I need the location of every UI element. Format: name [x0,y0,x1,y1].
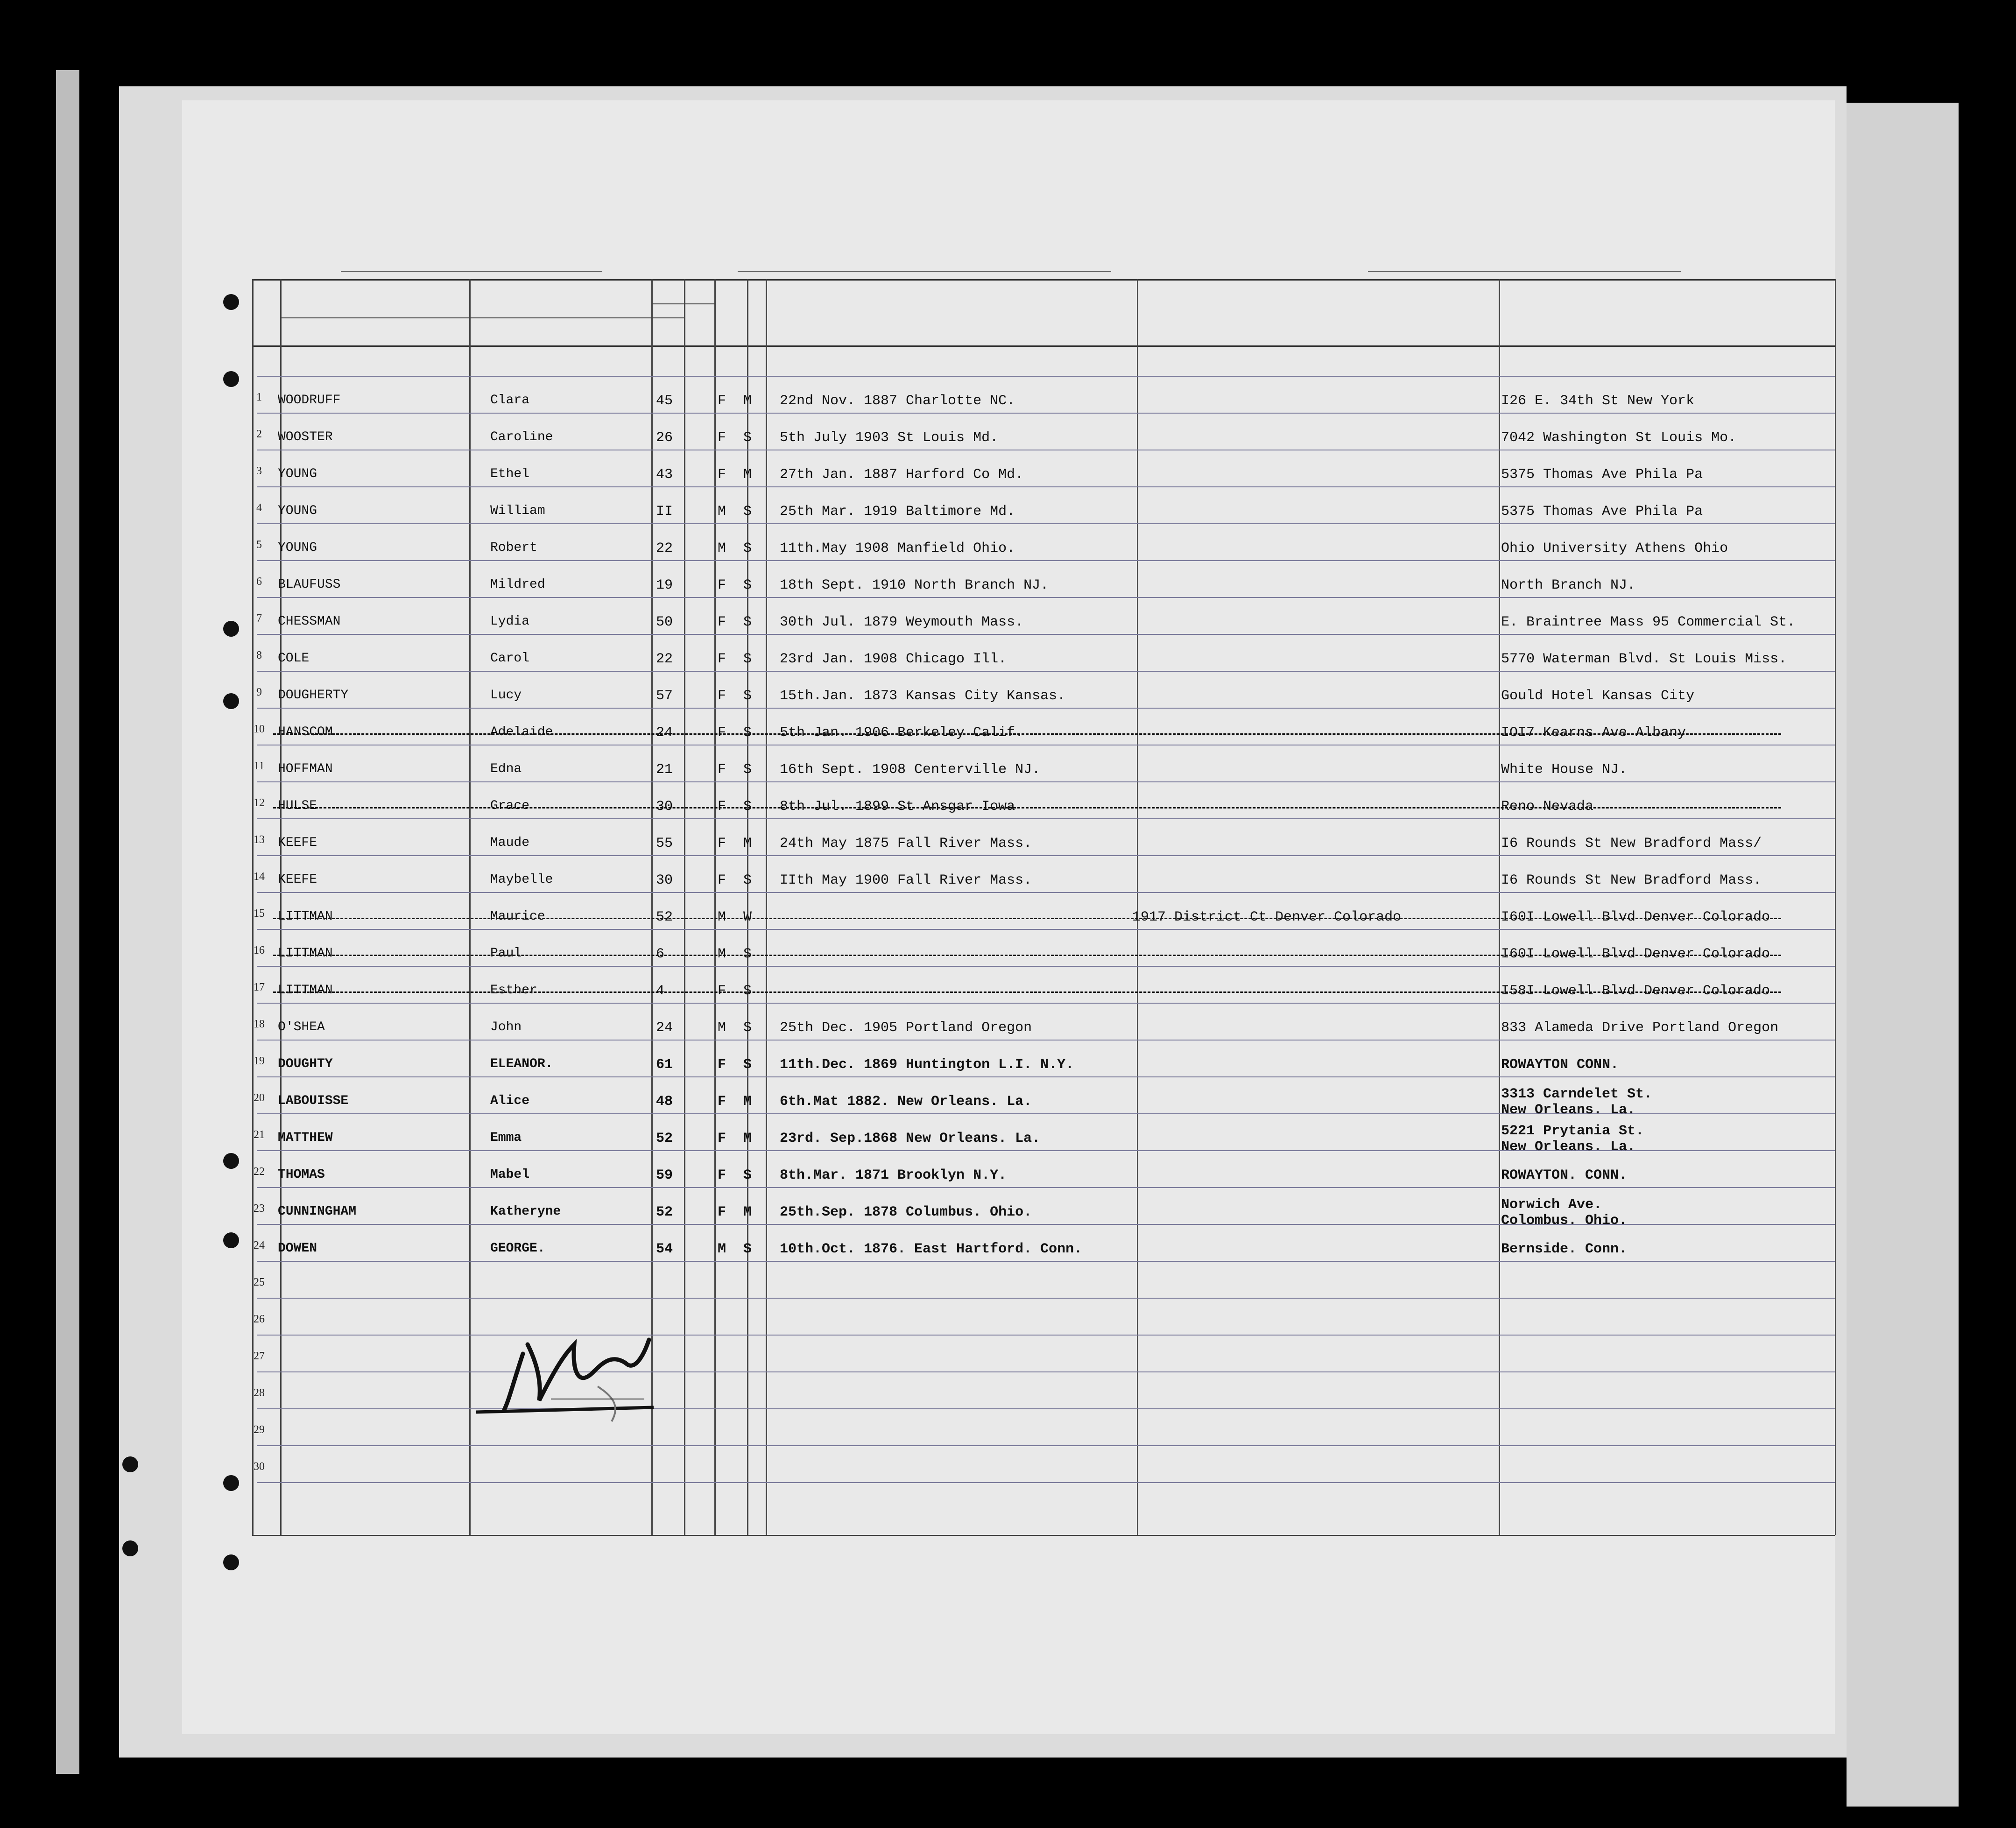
marital-status: M [743,393,752,409]
family-name: DOUGHERTY [278,688,349,703]
address: IOI7 Kearns Ave Albany [1501,725,1686,741]
sex: M [718,541,726,556]
row-number: 15 [254,907,265,920]
punch-hole [122,1540,138,1556]
marital-status: S [743,872,752,888]
row-number: 21 [254,1129,265,1141]
row-number: 8 [256,649,262,661]
sex: F [718,1167,726,1183]
underline [738,271,1111,272]
address-line-2: New Orleans. La. [1501,1139,1636,1155]
age: 43 [656,467,673,483]
given-name: Ethel [490,467,530,481]
birth-info: 24th May 1875 Fall River Mass. [780,836,1032,851]
punch-hole [223,1153,239,1169]
row-number: 17 [254,981,265,993]
marital-status: W [743,909,752,925]
punch-hole [223,1475,239,1491]
marital-status: S [743,1241,752,1257]
sex: F [718,467,726,483]
given-name: John [490,1020,522,1034]
ruled-line [257,1187,1835,1188]
marital-status: S [743,541,752,556]
age: 6 [656,946,665,962]
given-name: Grace [490,799,530,813]
table-bottom-border [252,1535,1835,1536]
birth-info: 25th Dec. 1905 Portland Oregon [780,1020,1032,1036]
birth-info: 5th July 1903 St Louis Md. [780,430,999,446]
given-name: Lucy [490,688,522,703]
header-subdivider [651,303,714,304]
age: 26 [656,430,673,446]
address: I60I Lowell Blvd Denver Colorado [1501,909,1770,925]
address-line-2: New Orleans. La. [1501,1102,1636,1118]
column-divider [1499,279,1500,1535]
underline [1368,271,1681,272]
ruled-line [257,708,1835,709]
family-name: DOUGHTY [278,1057,333,1071]
address: North Branch NJ. [1501,577,1636,593]
address: 5221 Prytania St. [1501,1123,1644,1139]
age: 21 [656,762,673,778]
family-name: WOOSTER [278,430,333,444]
address: 7042 Washington St Louis Mo. [1501,430,1737,446]
age: 24 [656,1020,673,1036]
given-name: Robert [490,541,537,555]
sex: M [718,1241,726,1257]
birth-info: 22nd Nov. 1887 Charlotte NC. [780,393,1015,409]
punch-hole [223,371,239,387]
given-name: Mabel [490,1167,530,1182]
age: 54 [656,1241,673,1257]
age: 30 [656,799,673,815]
given-name: Edna [490,762,522,776]
marital-status: S [743,762,752,778]
age: 57 [656,688,673,704]
sex: F [718,1094,726,1110]
ruled-line [257,818,1835,819]
table-header-border [252,345,1835,347]
punch-hole [122,1456,138,1472]
given-name: ELEANOR. [490,1057,553,1071]
address: 5375 Thomas Ave Phila Pa [1501,504,1703,520]
family-name: CUNNINGHAM [278,1204,357,1219]
address: I58I Lowell Blvd Denver Colorado [1501,983,1770,999]
marital-status: S [743,614,752,630]
family-name: LITTMAN [278,946,333,961]
ruled-line [257,376,1835,377]
age: 59 [656,1167,673,1183]
family-name: HOFFMAN [278,762,333,776]
birth-info: 8th Jul. 1899 St Ansgar Iowa [780,799,1015,815]
given-name: Adelaide [490,725,553,739]
marital-status: S [743,577,752,593]
birth-info: 25th Mar. 1919 Baltimore Md. [780,504,1015,520]
family-name: HANSCOM [278,725,333,739]
naturalization-info: 1917 District Ct Denver Colorado [1132,909,1402,925]
sex: F [718,872,726,888]
cancel-strike-line [273,991,1781,994]
marital-status: S [743,1020,752,1036]
family-name: YOUNG [278,541,317,555]
ruled-line [257,1445,1835,1446]
cancel-strike-line [273,918,1781,921]
age: 45 [656,393,673,409]
marital-status: S [743,946,752,962]
row-number: 9 [256,686,262,698]
ruled-line [257,1298,1835,1299]
sex: M [718,946,726,962]
given-name: Paul [490,946,522,961]
age: II [656,504,673,520]
marital-status: S [743,799,752,815]
column-divider [714,279,716,1535]
age: 55 [656,836,673,851]
age: 22 [656,541,673,556]
family-name: CHESSMAN [278,614,341,629]
ruled-line [257,1076,1835,1077]
given-name: Carol [490,651,530,666]
birth-info: 11th.Dec. 1869 Huntington L.I. N.Y. [780,1057,1074,1073]
address-line-2: Colombus. Ohio. [1501,1213,1628,1229]
address: Ohio University Athens Ohio [1501,541,1728,556]
row-number: 29 [254,1424,265,1436]
ruled-line [257,486,1835,487]
family-name: YOUNG [278,504,317,518]
family-name: LITTMAN [278,909,333,924]
header-subdivider [280,317,684,318]
given-name: Maybelle [490,872,553,887]
address: I60I Lowell Blvd Denver Colorado [1501,946,1770,962]
family-name: LITTMAN [278,983,333,998]
sex: F [718,983,726,999]
row-number: 7 [256,612,262,625]
purser-signature [458,1326,672,1424]
row-number: 30 [254,1461,265,1473]
birth-info: 11th.May 1908 Manfield Ohio. [780,541,1015,556]
row-number: 25 [254,1276,265,1288]
birth-info: IIth May 1900 Fall River Mass. [780,872,1032,888]
ruled-line [257,781,1835,782]
birth-info: 8th.Mar. 1871 Brooklyn N.Y. [780,1167,1007,1183]
family-name: THOMAS [278,1167,325,1182]
punch-hole [223,294,239,310]
underline [341,271,602,272]
given-name: Maude [490,836,530,850]
age: 4 [656,983,665,999]
row-number: 18 [254,1018,265,1030]
ruled-line [257,1261,1835,1262]
age: 52 [656,909,673,925]
row-number: 10 [254,723,265,735]
row-number: 1 [256,391,262,403]
ruled-line [257,1482,1835,1483]
age: 22 [656,651,673,667]
marital-status: S [743,688,752,704]
given-name: Emma [490,1131,522,1145]
row-number: 28 [254,1387,265,1399]
given-name: Clara [490,393,530,408]
row-number: 19 [254,1055,265,1067]
sex: F [718,430,726,446]
ruled-line [257,413,1835,414]
family-name: DOWEN [278,1241,317,1256]
ruled-line [257,671,1835,672]
table-top-border [252,279,1835,281]
address: ROWAYTON. CONN. [1501,1167,1628,1183]
column-divider [1137,279,1138,1535]
family-name: MATTHEW [278,1131,333,1145]
age: 50 [656,614,673,630]
given-name: William [490,504,545,518]
row-number: 13 [254,834,265,846]
sex: F [718,799,726,815]
marital-status: S [743,430,752,446]
age: 30 [656,872,673,888]
marital-status: M [743,1094,752,1110]
punch-hole [223,621,239,637]
ruled-line [257,634,1835,635]
sex: F [718,1204,726,1220]
left-paper-edge [56,70,79,1774]
birth-info: 23rd Jan. 1908 Chicago Ill. [780,651,1007,667]
marital-status: M [743,467,752,483]
birth-info: 18th Sept. 1910 North Branch NJ. [780,577,1049,593]
family-name: YOUNG [278,467,317,481]
given-name: Lydia [490,614,530,629]
age: 61 [656,1057,673,1073]
address: I6 Rounds St New Bradford Mass. [1501,872,1762,888]
sex: F [718,1131,726,1146]
sex: F [718,577,726,593]
address: I26 E. 34th St New York [1501,393,1695,409]
sex: M [718,909,726,925]
sex: F [718,688,726,704]
marital-status: M [743,1204,752,1220]
row-number: 14 [254,871,265,883]
address: 5375 Thomas Ave Phila Pa [1501,467,1703,483]
row-number: 6 [256,576,262,588]
column-divider [684,279,685,1535]
marital-status: S [743,651,752,667]
row-number: 22 [254,1166,265,1178]
address: Norwich Ave. [1501,1197,1602,1213]
marital-status: S [743,983,752,999]
ruled-line [257,1040,1835,1041]
family-name: KEEFE [278,872,317,887]
age: 52 [656,1204,673,1220]
ruled-line [257,523,1835,524]
age: 48 [656,1094,673,1110]
address: Bernside. Conn. [1501,1241,1628,1257]
ruled-line [257,855,1835,856]
ruled-line [257,597,1835,598]
birth-info: 25th.Sep. 1878 Columbus. Ohio. [780,1204,1032,1220]
column-divider [1835,279,1836,1535]
row-number: 2 [256,428,262,440]
given-name: Katheryne [490,1204,561,1219]
given-name: Mildred [490,577,545,592]
ruled-line [257,892,1835,893]
address: I6 Rounds St New Bradford Mass/ [1501,836,1762,851]
sex: F [718,1057,726,1073]
ruled-line [257,1003,1835,1004]
sex: F [718,836,726,851]
birth-info: 10th.Oct. 1876. East Hartford. Conn. [780,1241,1083,1257]
given-name: Alice [490,1094,530,1108]
marital-status: M [743,836,752,851]
family-name: O'SHEA [278,1020,325,1034]
family-name: LABOUISSE [278,1094,349,1108]
ruled-line [257,560,1835,561]
address: 3313 Carndelet St. [1501,1086,1653,1102]
given-name: Caroline [490,430,553,444]
sex: F [718,614,726,630]
sex: M [718,1020,726,1036]
address: 833 Alameda Drive Portland Oregon [1501,1020,1779,1036]
family-name: BLAUFUSS [278,577,341,592]
birth-info: 30th Jul. 1879 Weymouth Mass. [780,614,1024,630]
family-name: KEEFE [278,836,317,850]
sex: F [718,762,726,778]
sex: F [718,651,726,667]
birth-info: 15th.Jan. 1873 Kansas City Kansas. [780,688,1066,704]
ruled-line [257,929,1835,930]
sex: F [718,725,726,741]
address: E. Braintree Mass 95 Commercial St. [1501,614,1796,630]
row-number: 20 [254,1092,265,1104]
given-name: Maurice [490,909,545,924]
given-name: GEORGE. [490,1241,545,1256]
sex: M [718,504,726,520]
birth-info: 16th Sept. 1908 Centerville NJ. [780,762,1041,778]
family-name: WOODRUFF [278,393,341,408]
address: Reno Nevada [1501,799,1594,815]
age: 19 [656,577,673,593]
age: 52 [656,1131,673,1146]
family-name: COLE [278,651,310,666]
cancel-strike-line [273,733,1781,736]
row-number: 23 [254,1202,265,1215]
address: White House NJ. [1501,762,1628,778]
row-number: 24 [254,1239,265,1251]
row-number: 5 [256,539,262,551]
row-number: 3 [256,465,262,477]
row-number: 4 [256,502,262,514]
punch-hole [223,1232,239,1248]
row-number: 11 [254,760,265,772]
row-number: 12 [254,797,265,809]
column-divider [766,279,767,1535]
row-number: 26 [254,1313,265,1325]
marital-status: S [743,1057,752,1073]
punch-hole [223,693,239,709]
row-number: 27 [254,1350,265,1362]
family-name: HULSE [278,799,317,813]
age: 24 [656,725,673,741]
given-name: Esther [490,983,537,998]
cancel-strike-line [273,955,1781,957]
birth-info: 5th Jan. 1906 Berkeley Calif. [780,725,1024,741]
marital-status: S [743,1167,752,1183]
address: ROWAYTON CONN. [1501,1057,1619,1073]
ruled-line [257,966,1835,967]
sex: F [718,393,726,409]
address: Gould Hotel Kansas City [1501,688,1695,704]
address: 5770 Waterman Blvd. St Louis Miss. [1501,651,1787,667]
marital-status: M [743,1131,752,1146]
birth-info: 6th.Mat 1882. New Orleans. La. [780,1094,1032,1110]
cancel-strike-line [273,807,1781,810]
punch-hole [223,1554,239,1570]
marital-status: S [743,504,752,520]
marital-status: S [743,725,752,741]
right-paper-edge [1847,103,1959,1807]
row-number: 16 [254,944,265,956]
birth-info: 27th Jan. 1887 Harford Co Md. [780,467,1024,483]
birth-info: 23rd. Sep.1868 New Orleans. La. [780,1131,1041,1146]
